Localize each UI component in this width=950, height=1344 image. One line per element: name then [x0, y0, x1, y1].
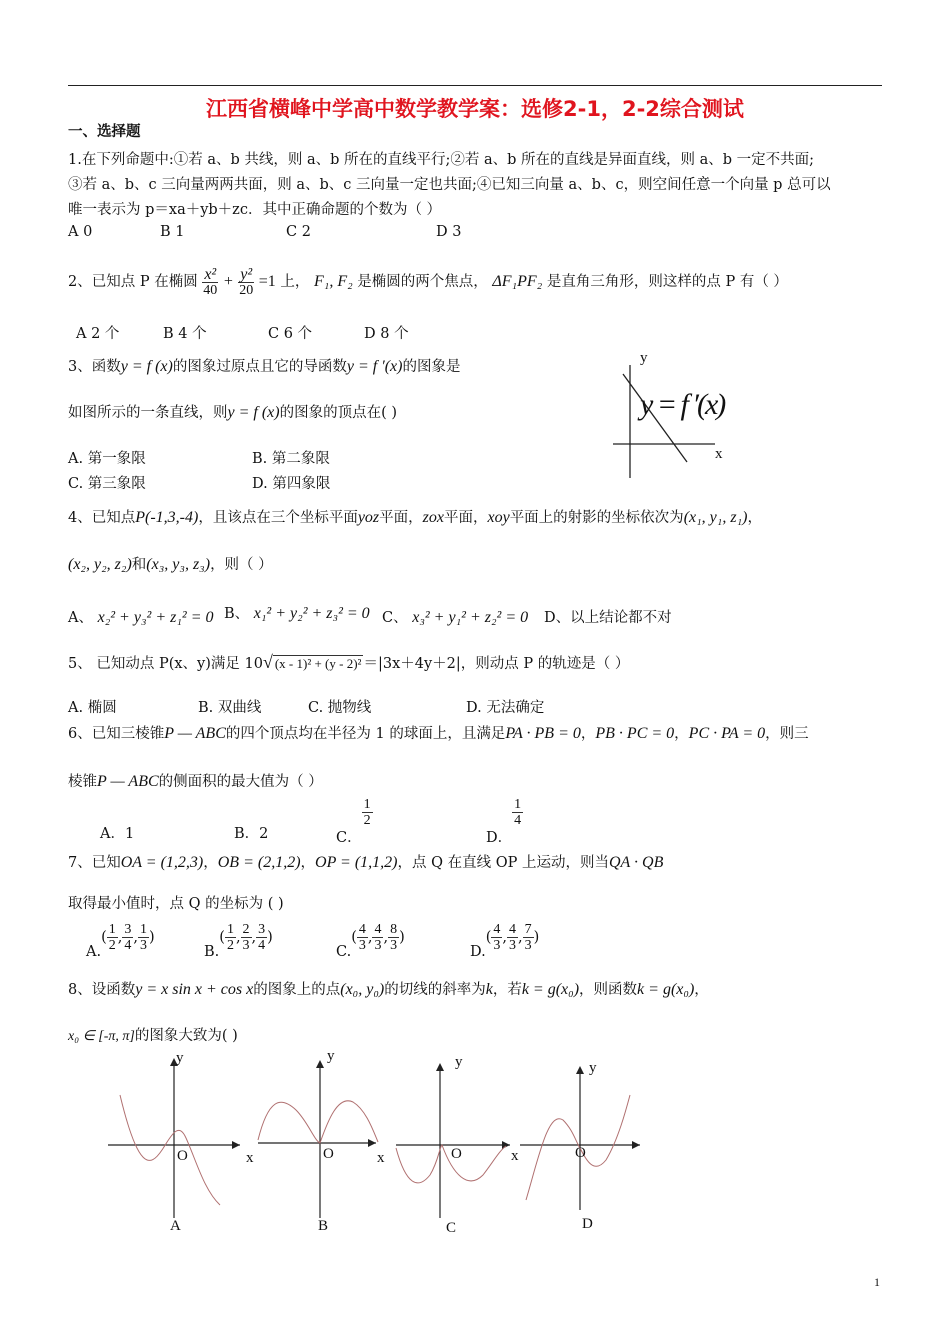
q4-mid2: 平面， [379, 510, 423, 526]
q2-frac1: $\frac{\text{x²}}{40}$ [203, 265, 218, 298]
q4-point: P(-1,3,-4) [135, 509, 199, 526]
q6-pyramid-2: P — ABC [97, 773, 159, 790]
q2-plus: + [222, 273, 234, 290]
q2-option-b: B 4 个 [163, 326, 207, 342]
q8-line2-suffix: 的图象大致为( ) [134, 1028, 238, 1044]
q5-suffix: ＝|3x＋4y＋2|，则动点 P 的轨迹是（ ） [363, 656, 630, 672]
q8-end: ， [694, 982, 709, 998]
q5-option-d: D. 无法确定 [466, 700, 545, 716]
q8-k: k [485, 981, 493, 998]
q8-graph-d [520, 1066, 640, 1210]
q5-prefix: 5、 已知动点 P(x、y)满足 10 [68, 656, 263, 672]
q6-option-d: D． $\frac{1}{4}$ [486, 797, 522, 846]
q4-option-b: B、 x₁² + y₂² + z₃² = 0 [224, 605, 370, 622]
q8-d-y-label: y [589, 1060, 597, 1076]
q3-func1: y = f (x) [120, 358, 173, 375]
q3-line1 [68, 357, 460, 377]
q4-and: 和 [131, 557, 147, 573]
q6-end: ，则三 [765, 726, 809, 742]
q3-graph-x-label: x [715, 446, 723, 462]
q2-eq: =1 [258, 273, 276, 290]
q8-graphs [108, 1050, 648, 1225]
q2-triangle: ΔF₁PF₂ [492, 273, 543, 290]
q2-mid2: 是椭圆的两个焦点， [357, 274, 488, 290]
q2-mid1: 上， [280, 274, 310, 290]
q2-suffix: 是直角三角形，则这样的点 P 有（ ） [546, 274, 788, 290]
q7-op: OP = (1,1,2) [315, 854, 398, 871]
q2-frac2: $\frac{\text{y²}}{20}$ [239, 265, 254, 298]
q7-mid: ，点 Q 在直线 OP 上运动，则当 [397, 855, 609, 871]
q5-option-b: B. 双曲线 [198, 700, 262, 716]
q4-option-c: C、 x₃² + y₁² + z₂² = 0 [382, 609, 529, 626]
page-number: 1 [874, 1275, 880, 1289]
q8-graph-a [108, 1058, 240, 1218]
q6-mid: 的四个顶点均在半径为 1 的球面上，且满足 [225, 726, 506, 742]
q3-suffix: 的图象是 [402, 359, 461, 375]
q8-prefix: 8、设函数 [68, 982, 136, 998]
q8-b-label: B [318, 1218, 329, 1234]
q8-mid3: ，若 [492, 982, 522, 998]
q4-coord1: (x₁, y₁, z₁) [683, 509, 748, 526]
q3-func3: y = f (x) [227, 404, 280, 421]
q1-option-a: A 0 [68, 224, 93, 240]
q2-option-a: A 2 个 [76, 326, 120, 342]
q8-func: y = x sin x + cos x [135, 981, 254, 998]
q8-a-y-label: y [176, 1050, 184, 1066]
q8-line2 [68, 1026, 238, 1047]
q1-option-c: C 2 [286, 224, 311, 240]
q8-mid1: 的图象上的点 [253, 982, 341, 998]
q6-line2-prefix: 棱锥 [68, 774, 97, 790]
q5-sqrt: (x - 1)² + (y - 2)² [274, 656, 362, 671]
q4-plane2: zox [422, 509, 444, 526]
q4-mid3: 平面， [443, 510, 488, 526]
q6-option-c: C． $\frac{1}{2}$ [336, 797, 371, 846]
q6-line2-suffix: 的侧面积的最大值为（ ） [158, 774, 323, 790]
q3-option-c: C. 第三象限 [68, 476, 146, 492]
q3-line2 [68, 403, 397, 423]
q6-line1: 6、已知三棱锥P — ABC的四个顶点均在半径为 1 的球面上，且满足PA · PB = 0，PB · PC = 0，PC · PA = 0，则三 [68, 725, 809, 742]
q7-option-b: B.( $\frac{1}{2}$ , $\frac{2}{3}$ , $\frac{3}{4}$ ) [204, 922, 273, 960]
q3-line2-prefix: 如图所示的一条直线，则 [68, 405, 228, 421]
q4-option-d: D、以上结论都不对 [544, 610, 672, 626]
q8-point: (x₀, y₀) [340, 981, 385, 998]
q7-option-a: A.( $\frac{1}{2}$ , $\frac{3}{4}$ , $\frac{1}{3}$ ) [86, 922, 155, 960]
q3-graph-y-label: y [640, 350, 648, 366]
q3-mid: 的图象过原点且它的导函数 [172, 359, 347, 375]
section-heading: 一、选择题 [68, 124, 141, 140]
q4-mid4: 平面上的射影的坐标依次为 [509, 510, 684, 526]
q6-dot3: PC · PA = 0 [688, 725, 766, 742]
page-title: 江西省横峰中学高中数学教学案：选修2-1，2-2综合测试 [206, 97, 744, 121]
q2-option-c: C 6 个 [268, 326, 313, 342]
q5-option-a: A. 椭圆 [68, 700, 117, 716]
q8-a-label: A [170, 1218, 181, 1234]
q1-line1: 1.在下列命题中:①若 a、b 共线，则 a、b 所在的直线平行;②若 a、b 所在的直线是异面直线，则 a、b 一定不共面; [68, 152, 815, 168]
q7-ob: OB = (2,1,2) [217, 854, 301, 871]
q8-graph-c [396, 1063, 510, 1218]
q7-line2: 取得最小值时，点 Q 的坐标为 ( ) [68, 896, 284, 912]
q8-line1 [68, 980, 709, 1000]
q3-option-d: D. 第四象限 [252, 476, 331, 492]
q2-foci: F₁, F₂ [314, 273, 353, 290]
q6-pyramid: P — ABC [164, 725, 226, 742]
q3-line2-suffix: 的图象的顶点在( ) [279, 405, 398, 421]
q6-dot2: PB · PC = 0 [595, 725, 675, 742]
q4-line2 [68, 555, 273, 575]
q3-graph-func-label: y = f ′(x) [640, 388, 725, 421]
q4-option-a: A、 x₂² + y₃² + z₁² = 0 [68, 609, 214, 626]
q4-coord3: (x₃, y₃, z₃) [146, 556, 211, 573]
q8-c-y-label: y [455, 1054, 463, 1070]
q8-kg: k = g(x₀) [521, 981, 580, 998]
q3-option-a: A. 第一象限 [68, 451, 146, 467]
q4-comma: ， [747, 510, 762, 526]
q8-d-label: D [582, 1216, 593, 1232]
q6-option-a: A．1 [100, 826, 135, 842]
q2-option-d: D 8 个 [364, 326, 409, 342]
q7-line1: 7、已知OA = (1,2,3)，OB = (2,1,2)，OP = (1,1,2)，点 Q 在直线 OP 上运动，则当QA · QB [68, 854, 664, 871]
q8-domain: x₀ ∈ [-π, π] [68, 1029, 135, 1044]
q6-dot1: PA · PB = 0 [505, 725, 581, 742]
q3-prefix: 3、函数 [68, 359, 121, 375]
q4-plane3: xoy [487, 509, 510, 526]
q8-mid2: 的切线的斜率为 [384, 982, 486, 998]
q4-plane1: yoz [357, 509, 380, 526]
q5-option-c: C. 抛物线 [308, 700, 372, 716]
q8-d-origin: O [575, 1145, 586, 1161]
q8-b-origin: O [323, 1146, 334, 1162]
q2-line [68, 262, 788, 302]
q7-option-d: D.( $\frac{4}{3}$ , $\frac{4}{3}$ , $\frac{7}{3}$ ) [470, 922, 540, 960]
q4-prefix: 4、已知点 [68, 510, 136, 526]
q3-func2: y = f ′(x) [346, 358, 403, 375]
q2-prefix: 2、已知点 P 在椭圆 [68, 274, 198, 290]
q1-option-b: B 1 [160, 224, 185, 240]
q7-qaqb: QA · QB [608, 854, 664, 871]
q8-c-label: C [446, 1220, 457, 1236]
q4-mid1: ，且该点在三个坐标平面 [198, 510, 358, 526]
q8-b-x-label: x [377, 1150, 385, 1166]
q1-line3: 唯一表示为 p＝xa＋yb＋zc．其中正确命题的个数为（ ） [68, 202, 442, 218]
q7-prefix: 7、已知 [68, 855, 121, 871]
q8-c-origin: O [451, 1146, 462, 1162]
q4-then: ，则（ ） [210, 557, 273, 573]
q8-b-y-label: y [327, 1048, 335, 1064]
q4-line1 [68, 508, 762, 528]
q6-line2 [68, 772, 323, 792]
q5-line: 5、 已知动点 P(x、y)满足 10√ (x - 1)² + (y - 2)² ＝|3x＋4y＋2|，则动点 P 的轨迹是（ ） [68, 652, 630, 672]
q1-line2: ③若 a、b、c 三向量两两共面，则 a、b、c 三向量一定也共面;④已知三向量 a、b、c，则空间任意一个向量 p 总可以 [68, 177, 831, 193]
q8-graph-b [258, 1060, 378, 1218]
q1-option-d: D 3 [436, 224, 462, 240]
q7-option-c: C.( $\frac{4}{3}$ , $\frac{4}{3}$ , $\frac{8}{3}$ ) [336, 922, 405, 960]
q8-c-x-label: x [511, 1148, 519, 1164]
q8-mid4: ，则函数 [579, 982, 638, 998]
q8-a-origin: O [177, 1148, 188, 1164]
q6-prefix: 6、已知三棱锥 [68, 726, 165, 742]
q6-option-b: B．2 [234, 826, 269, 842]
q8-a-x-label: x [246, 1150, 254, 1166]
header-rule [68, 85, 882, 86]
q4-coord2: (x₂, y₂, z₂) [68, 556, 132, 573]
q8-kg2: k = g(x₀) [637, 981, 695, 998]
q7-oa: OA = (1,2,3) [120, 854, 204, 871]
q3-option-b: B. 第二象限 [252, 451, 330, 467]
